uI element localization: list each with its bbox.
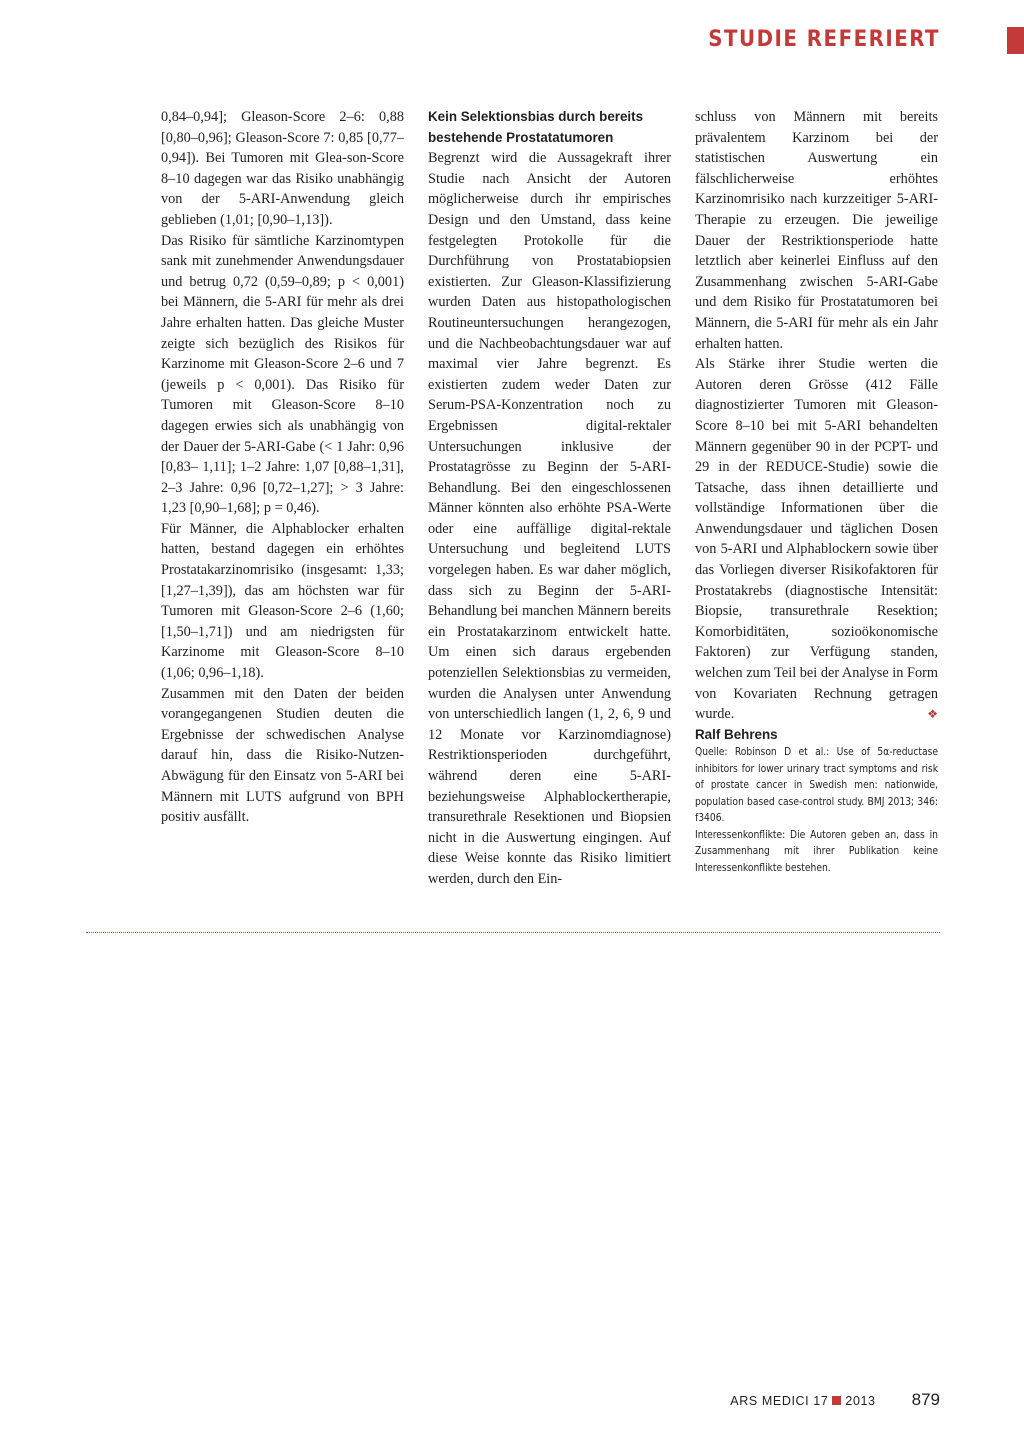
source-citation: Quelle: Robinson D et al.: Use of 5α-reductase inhibitors for lower urinary tract symptoms and risk of prostate cancer in Swedish men: nationwide, population based case-control study. BMJ 2013; 346: f3406. bbox=[695, 747, 938, 825]
paragraph: Für Männer, die Alphablocker erhalten hatten, bestand dagegen ein erhöhtes Prostatakarzinomrisiko (insgesamt: 1,33; [1,27–1,39]), das am höchsten war für Tumoren mit Gleason-Score 2–6 (1,60; [1,50–1,71]) und am niedrigsten für Karzinome mit Gleason-Score 8–10 (1,06; 0,96–1,18). bbox=[161, 520, 404, 682]
paragraph: Zusammen mit den Daten der beiden vorangegangenen Studien deuten die Ergebnisse der schwedischen Analyse darauf hin, dass die Risiko-Nutzen-Abwägung für den Einsatz von 5-ARI bei Männern mit LUTS aufgrund von BPH positiv ausfällt. bbox=[161, 685, 404, 826]
paragraph: schluss von Männern mit bereits prävalentem Karzinom bei der statistischen Auswertung ein fälschlicherweise erhöhtes Karzinomrisiko nach kurzzeitiger 5-ARI-Therapie zu erzeugen. Die jeweilige Dauer der Restriktionsperiode hatte letztlich aber keinerlei Einfluss auf den Zusammenhang zwischen 5-ARI-Gabe und dem Risiko für Prostatatumoren bei Männern, die 5-ARI für mehr als ein Jahr erhalten hatten. bbox=[695, 109, 938, 352]
paragraph-text: Als Stärke ihrer Studie werten die Autoren deren Grösse (412 Fälle diagnostizierter Tumoren mit Gleason-Score 8–10 bei mit 5-ARI behandelten Männern gegenüber 90 in der PCPT- und 29 in der REDUCE-Studie) sowie die Tatsache, dass ihnen detaillierte und vollständige Informationen über die Anwendungsdauer und täglichen Dosen von 5-ARI und Alphablockern sowie über das Vorliegen diverser Risikofaktoren für Prostatakrebs (diagnostische Intensität: Biopsie, transurethrale Resektion; Komorbiditäten, sozioökonomische Faktoren) zur Verfügung standen, welchen zum Teil bei der Analyse in Form von Kovariaten Rechnung getragen wurde. bbox=[695, 356, 938, 723]
end-mark-icon: ❖ bbox=[927, 707, 938, 722]
section-subheading: Kein Selektionsbias durch bereits bestehende Prostatatumoren bbox=[428, 109, 644, 145]
page-footer bbox=[730, 1390, 940, 1410]
paragraph: Begrenzt wird die Aussagekraft ihrer Studie nach Ansicht der Autoren möglicherweise durch ihr empirisches Design und den Umstand, dass keine festgelegten Protokolle für die Durchführung von Prostatabiopsien existierten. Zur Gleason-Klassifizierung wurden Daten aus histopathologischen Routineuntersuchungen herangezogen, und die Nachbeobachtungsdauer war auf maximal vier Jahre begrenzt. Es existierten zudem weder Daten zur Serum-PSA-Konzentration noch zu Ergebnissen digital-rektaler Untersuchungen inklusive der Prostatagrösse zu Beginn der 5-ARI-Behandlung. Bei den eingeschlossenen Männer könnten also erhöhte PSA-Werte oder eine auffällige digital-rektale Untersuchung und begleitend LUTS vorgelegen haben. Es war daher möglich, dass sich zu Beginn der 5-ARI-Behandlung bei manchen Männern bereits ein Prostatakarzinom entwickelt hatte. Um einen sich daraus ergebenden potenziellen Selektionsbias zu vermeiden, wurden die Analysen unter Anwendung von unterschiedlich langen (1, 2, 6, 9 und 12 Monate vor Karzinomdiagnose) Restriktionsperioden durchgeführt, während deren eine 5-ARI-beziehungsweise Alphablockertherapie, transurethrale Resektionen und Biopsien nicht in die Auswertung eingingen. Auf diese Weise konnte das Risiko limitiert werden, durch den Ein- bbox=[428, 150, 671, 887]
paragraph bbox=[695, 354, 938, 725]
square-icon bbox=[832, 1396, 841, 1405]
paragraph: 0,84–0,94]; Gleason-Score 2–6: 0,88 [0,80–0,96]; Gleason-Score 7: 0,85 [0,77–0,94]). Bei Tumoren mit Glea-son-Score 8–10 dagegen war das Risiko unabhängig von der 5-ARI-Anwendung gleich geblieben (1,01; [0,90–1,13]). bbox=[161, 109, 404, 228]
column-2 bbox=[428, 107, 671, 890]
author-name: Ralf Behrens bbox=[695, 726, 778, 742]
section-title: STUDIE REFERIERT bbox=[708, 27, 940, 52]
conflict-of-interest: Interessenkonflikte: Die Autoren geben an, dass in Zusammenhang mit ihrer Publikation keine Interessenkonflikte bestehen. bbox=[695, 829, 938, 874]
section-color-block bbox=[1007, 27, 1024, 54]
page-number: 879 bbox=[911, 1390, 940, 1409]
dotted-divider bbox=[86, 932, 940, 933]
issue-year: 2013 bbox=[845, 1394, 876, 1408]
paragraph: Das Risiko für sämtliche Karzinomtypen sank mit zunehmender Anwendungsdauer und betrug 0,72 (0,59–0,89; p < 0,001) bei Männern, die 5-ARI für mehr als drei Jahre erhalten hatten. Das gleiche Muster zeigte sich bezüglich des Risikos für Karzinome mit Gleason-Score 2–6 und 7 (jeweils p < 0,001). Das Risiko für Tumoren mit Gleason-Score 8–10 dagegen erwies sich als unabhängig von der Dauer der 5-ARI-Gabe (< 1 Jahr: 0,96 [0,83– 1,11]; 1–2 Jahre: 1,07 [0,88–1,31], 2–3 Jahre: 0,96 [0,72–1,27]; > 3 Jahre: 1,23 [0,90–1,68]; p = 0,46). bbox=[161, 232, 404, 517]
column-1 bbox=[161, 107, 404, 828]
column-3 bbox=[695, 107, 938, 877]
journal-name: ARS MEDICI 17 bbox=[730, 1394, 829, 1408]
